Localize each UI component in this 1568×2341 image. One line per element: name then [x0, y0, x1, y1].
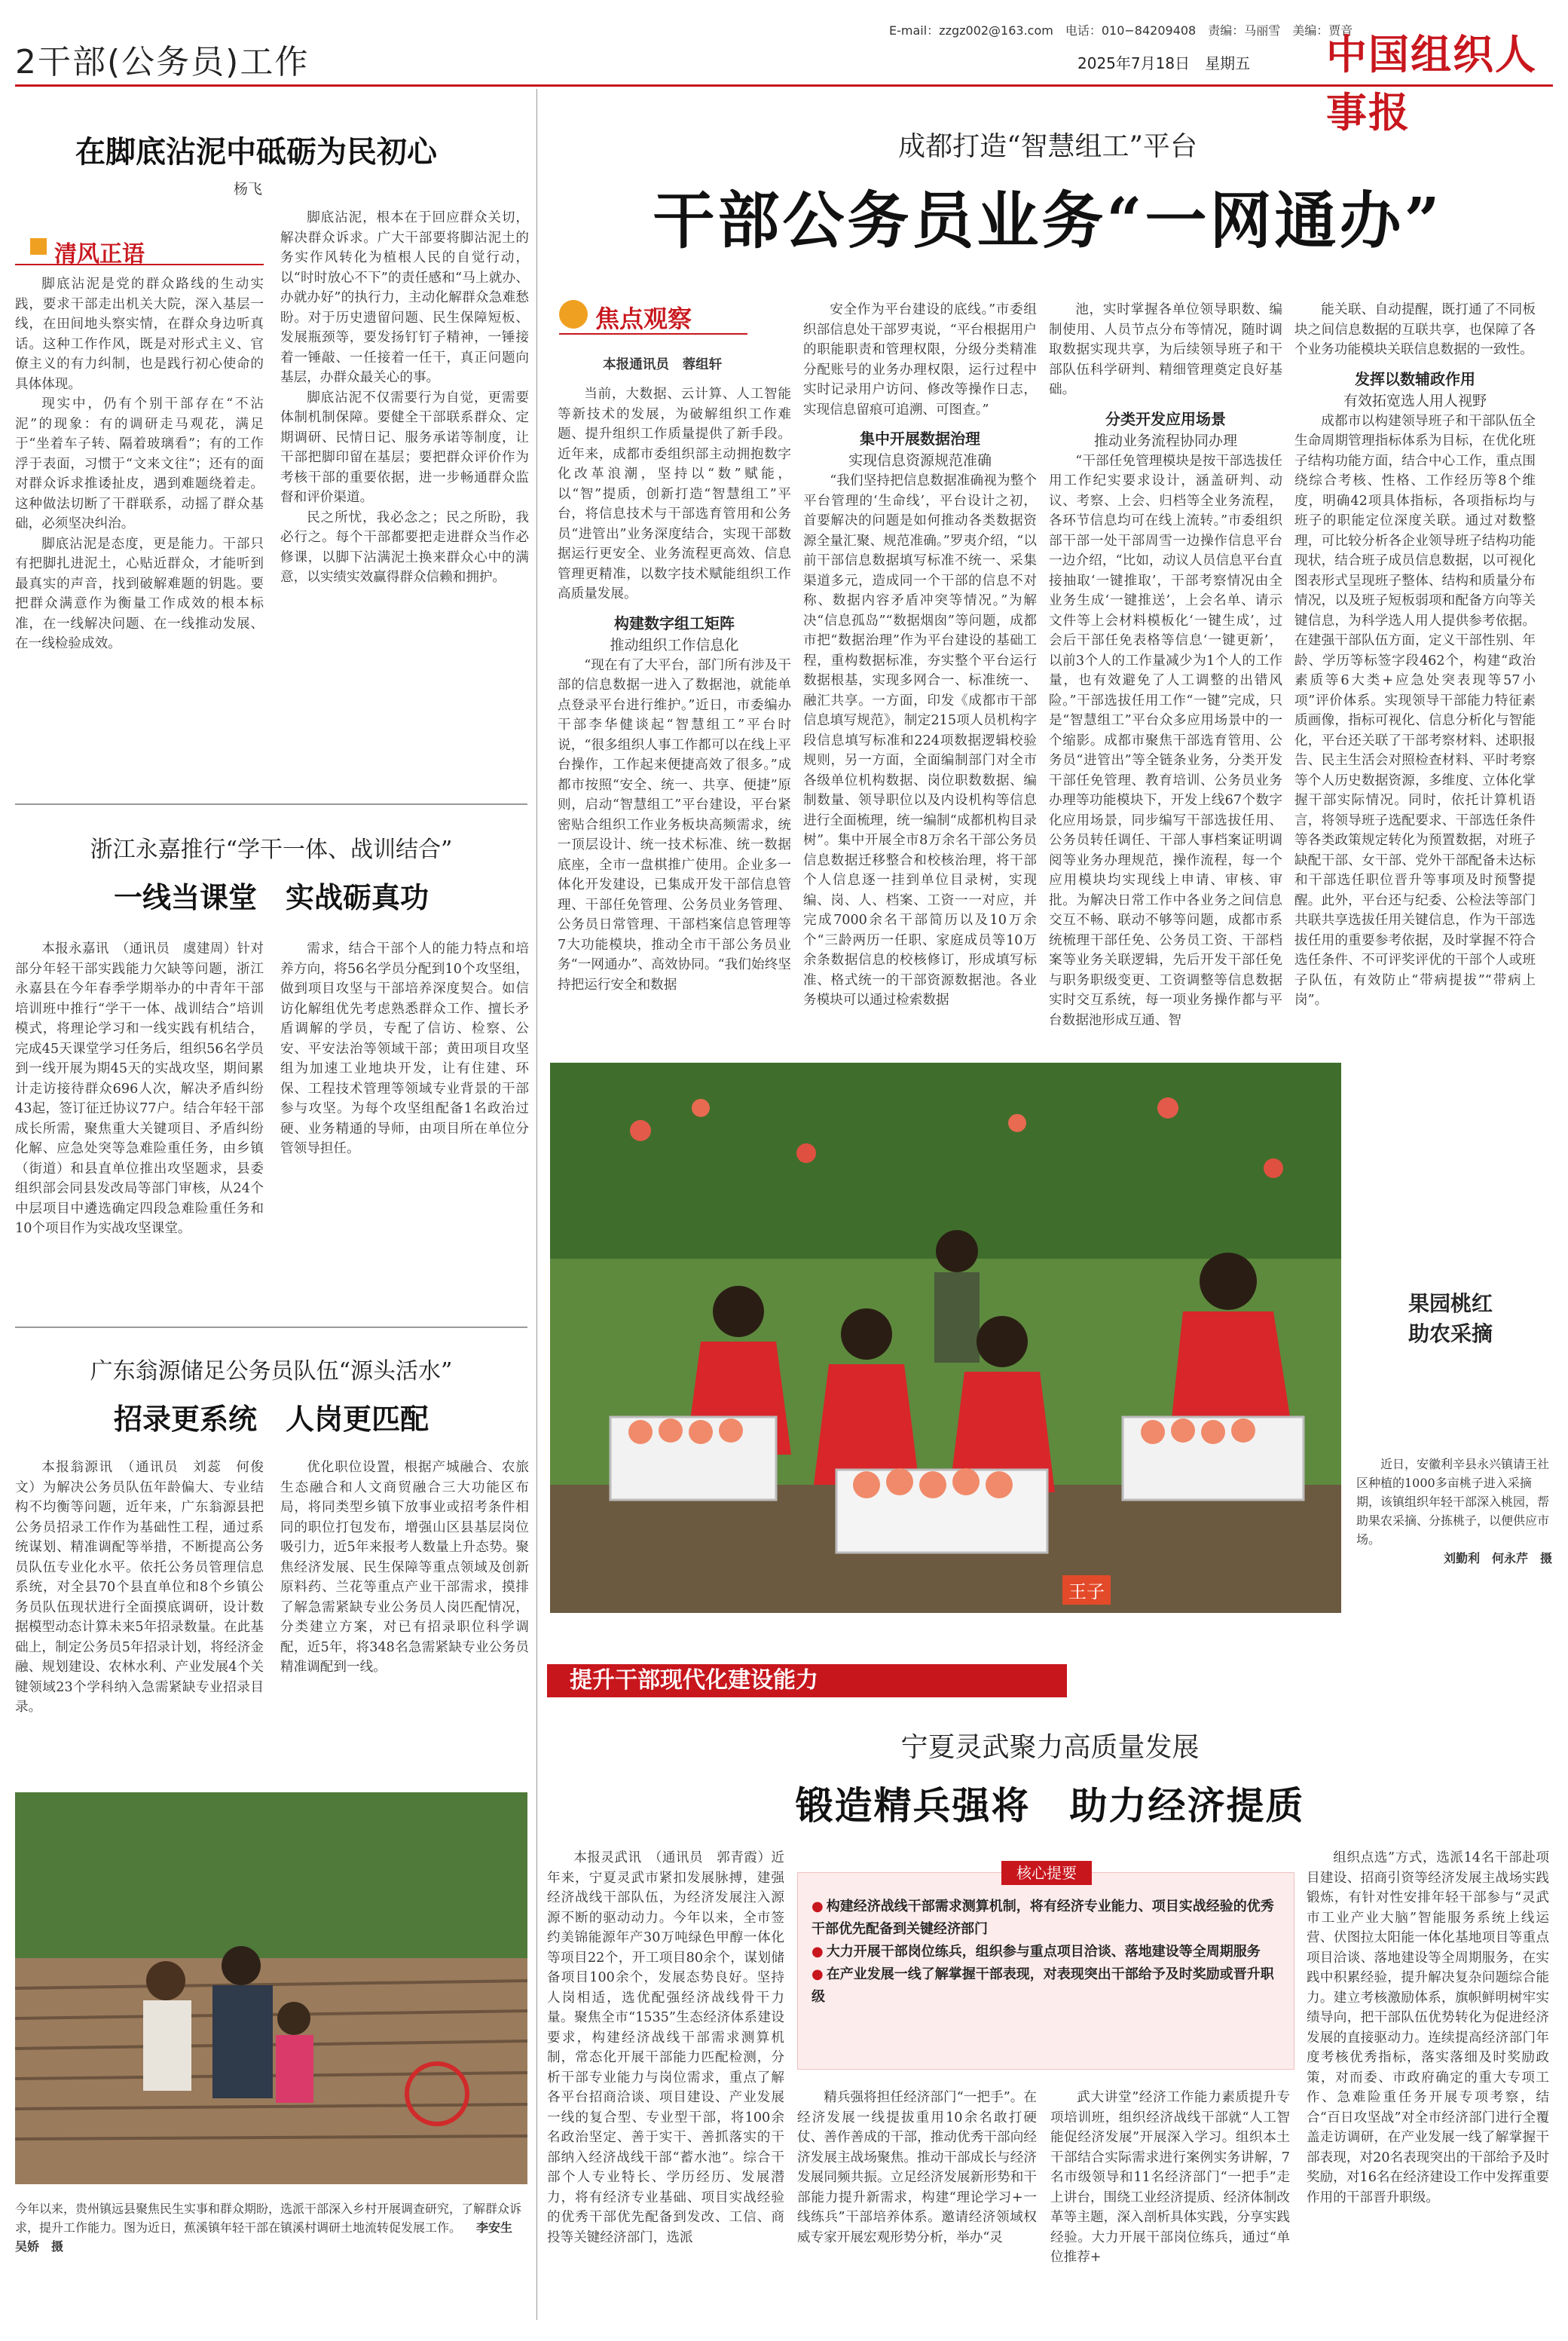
paragraph: 组织点选”方式，选派14名干部赴项目建设、招商引资等经济发展主战场实践锻炼，有针对性安排年轻干部参与“灵武市工业产业大脑”智能服务系统上线运营、伏图拉太阳能一体化基地项目等重点项目洽谈、落地建设等全周期服务，在实践中积累经验，提升解决复杂问题综合能力。建立考核激励体系，旗帜鲜明树牢实绩导向，把干部队伍优势转化为促进经济发展的直接驱动力。连续提高经济部门年度考核优秀指标，落实落细及时奖励政策，对而委、市政府确定的重大专项工作、急难险重任务开展专项考察，结合“百日攻坚战”对全市经济部门进行全覆盖走访调研，在产业发展一线了解掌握干部表现，对20名表现突出的干部给予及时奖励，对16名在经济建设工作中发挥重要作用的干部晋升职级。 — [1307, 1850, 1549, 2205]
section-subtitle: 实现信息资源规范准确 — [848, 452, 992, 469]
section-subtitle: 推动组织工作信息化 — [610, 636, 739, 653]
lingwu-article — [547, 1620, 1553, 2336]
column-badge — [559, 297, 747, 335]
lingwu-col-4 — [1307, 1848, 1549, 2330]
key-point: ● 大力开展干部岗位练兵，组织参与重点项目洽谈、落地建设等全周期服务 — [812, 1941, 1280, 1963]
lingwu-col-2 — [797, 2088, 1037, 2329]
paragraph: 本报灵武讯 （通讯员 郭青霞）近年来，宁夏灵武市紧扣发展脉搏，建强经济战线干部队伍，为经济发展注入源源不断的驱动动力。今年以来，全市签约美锦能源年产30万吨绿色甲醇一体化等项目22个，开工项目80余个，谋划储备项目100余个，发展态势良好。坚持人岗相适，选优配强经济战线骨干力量。聚焦全市“1535”生态经济体系建设要求，构建经济战线干部需求测算机制，常态化开展干部能力匹配检测，分析干部专业能力与岗位需求，重点了解各平台招商洽谈、项目建设、产业发展一线的复合型、专业型干部，将100余名政治坚定、善于实干、善抓落实的干部纳入经济战线干部“蓄水池”。综合干部个人专业特长、学历经历、发展潜力，将有经济专业基础、项目实战经验的优秀干部优先配备到发改、工信、商投等关键经济部门，选派 — [547, 1850, 784, 2245]
column-divider — [536, 89, 537, 2320]
peach-photo-title — [1349, 1289, 1552, 1349]
section-subtitle: 有效拓宽选人用人视野 — [1343, 392, 1487, 409]
photo-illustration — [15, 1792, 527, 2184]
chengdu-col-4 — [1294, 300, 1536, 1063]
column-logo-icon — [30, 238, 47, 255]
chengdu-col-1 — [558, 384, 791, 1063]
yongjia-kicker: 浙江永嘉推行“学干一体、战训结合” — [90, 837, 453, 863]
yongjia-title: 一线当课堂 实战砺真功 — [113, 880, 429, 914]
chengdu-col-3 — [1049, 300, 1282, 1063]
section-title: 分类开发应用场景 — [1105, 409, 1226, 428]
yongjia-col-2 — [280, 939, 529, 1316]
page-header — [0, 0, 1568, 136]
focus-icon — [559, 300, 588, 329]
paragraph: 优化职位设置，根据产城融合、农旅生态融合和人文商贸融合三大功能区布局，将同类型乡镇下放事业或招考条件相同的职位打包发布，增强山区县基层岗位吸引力，近5年来报考人数量上升态势。聚焦经济发展、民生保障等重点领域及创新原料药、兰花等重点产业干部需求，摸排了解急需紧缺专业公务员人岗匹配情况，分类建立方案，对已有招录职位科学调配，近5年，将348名急需紧缺专业公务员精准调配到一线。 — [280, 1460, 529, 1675]
paragraph: 武大讲堂”经济工作能力素质提升专项培训班，组织经济战线干部就“人工智能促经济发展”开展深入学习。组织本土干部结合实际需求进行案例实务讲解，7名市级领导和11名经济部门“一把手”走上讲台，围绕工业经济提质、经济体制改革等主题，深入剖析具体实践，分享实践经验。大力开展干部岗位练兵，通过“单位推荐+ — [1050, 2090, 1290, 2265]
paragraph: 脚底沾泥是态度，更是能力。干部只有把脚扎进泥土，心贴近群众，才能听到最真实的声音，找到破解难题的钥匙。要把群众满意作为衡量工作成效的根本标准，在一线解决问题、在一线推动发展、在一线检验成效。 — [15, 536, 264, 651]
opinion-col-2 — [280, 208, 529, 715]
wengyuan-article — [15, 1334, 533, 1756]
wengyuan-kicker: 广东翁源储足公务员队伍“源头活水” — [90, 1358, 453, 1385]
lingwu-col-1 — [547, 1848, 784, 2330]
guizhou-photo — [15, 1792, 527, 2184]
column-name: 清风正语 — [54, 241, 145, 268]
section-title: 集中开展数据治理 — [860, 430, 980, 448]
section-subtitle: 推动业务流程协同办理 — [1093, 432, 1237, 449]
box-label: 王子 — [1062, 1575, 1111, 1605]
opinion-col-1 — [15, 274, 264, 681]
lingwu-title: 锻造精兵强将 助力经济提质 — [795, 1783, 1305, 1828]
page-section-label: 2干部(公务员)工作 — [15, 43, 310, 81]
wengyuan-col-2 — [280, 1458, 529, 1744]
caption-text: 今年以来，贵州镇远县聚焦民生实事和群众期盼，选派干部深入乡村开展调查研究，了解群众诉求，提升工作能力。图为近日，蕉溪镇年轻干部在镇溪村调研土地流转促发展工作。 — [15, 2202, 522, 2235]
guizhou-photo-caption — [15, 2199, 527, 2256]
paragraph: 脚底沾泥，根本在于回应群众关切，解决群众诉求。广大干部要将脚沾泥土的务实作风转化为植根人民的自觉行动，以“时时放心不下”的责任感和“马上就办、办就办好”的执行力，主动化解群众急难愁盼。对于历史遗留问题、民生保障短板、发展瓶颈等，要发扬钉钉子精神，一锤接着一锤敲、一任接着一任干，真正问题向基层，办群众最关心的事。 — [280, 210, 529, 385]
key-points-title: 核心提要 — [1001, 1861, 1092, 1885]
column-badge — [15, 232, 264, 268]
key-points-list — [812, 1896, 1280, 2009]
chengdu-title: 干部公务员业务“一网通办” — [653, 185, 1443, 257]
column-name: 焦点观察 — [595, 304, 692, 333]
newspaper-masthead: 中国组织人事报 — [1326, 30, 1537, 136]
issue-date: 2025年7月18日 星期五 — [1077, 54, 1251, 72]
opinion-article — [15, 89, 533, 782]
paragraph: “我们坚持把信息数据准确视为整个平台管理的‘生命线’，平台设计之初，首要解决的问题是如何推动各类数据资源全量汇聚、规范准确。”罗夷介绍，“以前干部信息数据填写标准不统一、采集渠道多元，造成同一个干部的信息不对称、数据内容矛盾冲突等情况。”为解决“信息孤岛”“数据烟囱”等问题，成都市把“数据治理”作为平台建设的基础工程，重构数据标准，夯实整个平台运行数据根基，实现多网合一、标准统一、融汇共享。一方面，印发《成都市干部信息填写规范》，制定215项人员机构字段信息填写标准和224项数据逻辑校验规则，另一方面，全面编制部门对全市各级单位机构数据、岗位职数数据、编制数量、领导职位以及内设机构等信息进行全面梳理，统一编制“成都机构目录树”。集中开展全市8万余名干部公务员信息数据迁移整合和校核治理，将干部个人信息逐一挂到单位目录树，实现编、岗、人、档案、工资一一对应，并完成7000余名干部简历以及10万余个“三龄两历一任职、家庭成员等10万余条数据信息的校核修订，形成填写标准、格式统一的干部资源数据池。各业务模块可以通过检索数据 — [803, 473, 1037, 1008]
opinion-author: 杨飞 — [234, 181, 263, 197]
paragraph: 需求，结合干部个人的能力特点和培养方向，将56名学员分配到10个攻坚组，做到项目攻坚与干部培养深度契合。如信访化解组优先考虑熟悉群众工作、擅长矛盾调解的学员，专配了信访、检察、公安、平安法治等领域干部；黄田项目攻坚组为加速工业地块开发，让有住建、环保、工程技术管理等领域专业背景的干部参与攻坚。为每个攻坚组配备1名政治过硬、业务精通的导师，由项目所在单位分管领导担任。 — [280, 941, 529, 1156]
key-point: ● 构建经济战线干部需求测算机制，将有经济专业能力、项目实战经验的优秀干部优先配备到关键经济部门 — [812, 1896, 1280, 1941]
caption-text: 近日，安徽利辛县永兴镇请王社区种植的1000多亩桃子进入采摘期，该镇组织年轻干部深入桃园，帮助果农采摘、分拣桃子，以便供应市场。 — [1356, 1457, 1550, 1547]
header-rule — [15, 84, 1553, 87]
wengyuan-col-1 — [15, 1458, 264, 1744]
paragraph: 民之所忧，我必念之；民之所盼，我必行之。每个干部都要把走进群众当作必修课，以脚下沾满泥土换来群众心中的满意，以实绩实效赢得群众信赖和拥护。 — [280, 510, 529, 585]
section-title: 构建数字组工矩阵 — [614, 614, 735, 632]
photo-title-line: 助农采摘 — [1408, 1321, 1493, 1346]
paragraph: 脚底沾泥不仅需要行为自觉，更需要体制机制保障。要健全干部联系群众、定期调研、民情日记、服务承诺等制度，让干部把脚印留在基层；要把群众评价作为考核干部的重要依据，进一步畅通群众监督和评价渠道。 — [280, 390, 529, 505]
chengdu-byline: 本报通讯员 蓉组轩 — [603, 357, 723, 372]
paragraph: 池，实时掌握各单位领导职数、编制使用、人员节点分布等情况，随时调取数据实现共享，为后续领导班子和干部队伍科学研判、精细管理奠定良好基础。 — [1049, 302, 1282, 397]
paragraph: 当前，大数据、云计算、人工智能等新技术的发展，为破解组织工作难题、提升组织工作质量提供了新手段。近年来，成都市委组织部主动拥抱数字化改革浪潮，坚持以“数”赋能，以“智”提质，创新打造“智慧组工”平台，将信息技术与干部选育管用和公务员“进管出”业务深度结合，实现干部数据运行更安全、业务流程更高效、信息管理更精准，以数字技术赋能组织工作高质量发展。 — [558, 387, 791, 601]
divider — [15, 1327, 527, 1328]
section-title: 发挥以数辅政作用 — [1355, 369, 1475, 388]
section-tag: 提升干部现代化建设能力 — [547, 1664, 1067, 1697]
yongjia-article — [15, 812, 533, 1333]
chengdu-kicker: 成都打造“智慧组工”平台 — [898, 131, 1197, 162]
divider — [15, 803, 527, 805]
contact-info: E-mail：zzgz002@163.com 电话：010−84209408 责编：马丽雪 美编：贾音 — [889, 23, 1353, 38]
paragraph: 脚底沾泥是党的群众路线的生动实践，要求干部走出机关大院，深入基层一线，在田间地头察实情，在群众身边听真话。这种工作作风，既是对形式主义、官僚主义的有力纠制，也是践行初心使命的具体体现。 — [15, 277, 264, 392]
photo-illustration — [550, 1063, 1341, 1613]
lingwu-kicker: 宁夏灵武聚力高质量发展 — [900, 1732, 1200, 1763]
chengdu-article — [543, 89, 1553, 1084]
photo-credit: 李安生 吴娇 摄 — [15, 2220, 525, 2254]
peach-photo-caption — [1356, 1455, 1552, 1568]
chengdu-col-2 — [803, 300, 1037, 1063]
paragraph: “干部任免管理模块是按干部选拔任用工作纪实要求设计，涵盖研判、动议、考察、上会、归档等全业务流程，各环节信息均可在线上流转。”市委组织部干部一处干部周雪一边操作信息平台一边介绍，“比如，动议人员信息平台直接抽取‘一键推取’，干部考察情况由全业务生成‘一键推送’，上会名单、请示文件等上会材料模板化‘一键生成’，过会后干部任免表格等信息‘一键更新’，以前3个人的工作量减少为1个人的工作量，也有效避免了人工调整的出错风险。”干部选拔任用工作“一键”完成，只是“智慧组工”平台众多应用场景中的一个缩影。成都市聚焦干部选育管用、公务员“进管出”等全链条业务，分类开发干部任免管理、教育培训、公务员业务办理等功能模块下，开发上线67个数字化应用场景，同步编写干部选拔任用、公务员转任调任、干部人事档案证明调阅等业务办理规范，操作流程，每一个应用模块均实现线上申请、审核、审批。为解决日常工作中各业务之间信息交互不畅、联动不够等问题，成都市系统梳理干部任免、公务员工资、干部档案等业务关联逻辑，先后开发干部任免与职务职级变更、工资调整等信息数据实时交互系统，每一项业务操作都与平台数据池形成互通、智 — [1049, 453, 1282, 1028]
paragraph: 本报翁源讯 （通讯员 刘蕊 何俊文）为解决公务员队伍年龄偏大、专业结构不均衡等问题，近年来，广东翁源县把公务员招录工作作为基础性工程，通过系统谋划、精准调配等举措，不断提高公务员队伍专业化水平。依托公务员管理信息系统，对全县70个县直单位和8个乡镇公务员队伍现状进行全面摸底调研，设计数据模型动态计算未来5年招录数量。在此基础上，制定公务员5年招录计划，将经济金融、规划建设、农林水利、产业发展4个关键领域23个学科纳入急需紧缺专业招录目录。 — [15, 1460, 264, 1715]
paragraph: 能关联、自动提醒，既打通了不同板块之间信息数据的互联共享，也保障了各个业务功能模块关联信息数据的一致性。 — [1294, 302, 1536, 357]
wengyuan-title: 招录更系统 人岗更匹配 — [113, 1402, 429, 1436]
paragraph: 安全作为平台建设的底线。”市委组织部信息处干部罗夷说，“平台根据用户的职能职责和管理权限，分级分类精准分配账号的业务办理权限，运行过程中实时记录用户访问、修改等操作日志，实现信息留痕可追溯、可图查。” — [803, 302, 1037, 418]
paragraph: “现在有了大平台，部门所有涉及干部的信息数据一进入了数据池，就能单点登录平台进行维护。”近日，市委编办干部李华健谈起“智慧组工”平台时说，“很多组织人事工作都可以在线上平台操作，工作起来便捷高效了很多。”成都市按照“安全、统一、共享、便捷”原则，启动“智慧组工”平台建设，平台紧密贴合组织工作业务板块高频需求，统一顶层设计、统一技术标准、统一数据底座，全市一盘棋推广使用。企业多一体化开发建设，已集成开发干部信息管理、干部任免管理、公务员业务管理、公务员日常管理、干部档案信息管理等7大功能模块，推动全市干部公务员业务“一网通办”、高效协同。“我们始终坚持把运行安全和数据 — [558, 657, 791, 993]
paragraph: 本报永嘉讯 （通讯员 虞建周）针对部分年轻干部实践能力欠缺等问题，浙江永嘉县在今年春季学期举办的中青年干部培训班中推行“学干一体、战训结合”培训模式，将理论学习和一线实践有机结合，完成45天课堂学习任务后，组织56名学员到一线开展为期45天的实战攻坚，期间累计走访接待群众696人次，解决矛盾纠纷43起，签订征迁协议77户。结合年轻干部成长所需，聚焦重大关键项目、矛盾纠纷化解、应急处突等急难险重任务，由乡镇（街道）和县直单位推出攻坚题求，县委组织部会同县发改局等部门审核，从24个中层项目中遴选确定四段急难险重任务和10个项目作为实战攻坚课堂。 — [15, 941, 264, 1236]
paragraph: 现实中，仍有个别干部存在“不沾泥”的现象：有的调研走马观花，满足于“坐着车子转、隔着玻璃看”；有的工作浮于表面，习惯于“文来文往”；还有的面对群众诉求推诿扯皮，遇到难题绕着走。这种做法切断了干群联系，动摇了群众基础，必须坚决纠治。 — [15, 396, 264, 531]
photo-title-line: 果园桃红 — [1408, 1291, 1493, 1316]
photo-credit: 刘勤利 何永芹 摄 — [1443, 1551, 1552, 1565]
paragraph: 精兵强将担任经济部门“一把手”。在经济发展一线提拔重用10余名敢打硬仗、善作善成的干部，推动优秀干部向经济发展主战场聚焦。推动干部成长与经济发展同频共振。立足经济发展新形势和干部能力提升新需求，构建“理论学习+一线练兵”干部培养体系。邀请经济领域权威专家开展宏观形势分析，举办“灵 — [797, 2090, 1037, 2245]
yongjia-col-1 — [15, 939, 264, 1316]
opinion-title: 在脚底沾泥中砥砺为民初心 — [75, 134, 437, 170]
peach-harvest-photo — [550, 1063, 1341, 1613]
paragraph: 成都市以构建领导班子和干部队伍全生命周期管理指标体系为目标，在优化班子结构功能方面，结合中心工作，重点围绕综合考核、性格、工作经历等8个维度，明确42项具体指标，各项指标均与班子的职能定位深度关联。通过对数整理，可比较分析各企业领导班子结构功能现状，结合班子成员信息数据，以可视化图表形式呈现班子整体、结构和质量分布情况，以及班子短板弱项和配备方向等关键信息，为科学选人用人提供参考依据。在建强干部队伍方面，定义干部性别、年龄、学历等标签字段462个，构建“政治素质等6大类+应急处突表现等57小项”评价体系。实现领导干部能力特征素质画像，指标可视化、信息分析化与智能化，平台还关联了干部考察材料、述职报告、民主生活会对照检查材料、平时考察等个人历史数据资源，多维度、立体化掌握干部实际情况。同时，依托计算机语言，将领导班子选配要求、干部选任条件等各类政策规定转化为预置数据，对班子缺配干部、女干部、党外干部配备未达标和干部选任职位晋升等事项及时预警提醒。此外，平台还与纪委、公检法等部门共联共享选拔任用关键信息，作为干部选拔任用的重要参考依据，及时掌握不符合选任条件、不可评奖评优的干部个人或班子队伍，有效防止“带病提拔”“带病上岗”。 — [1294, 413, 1536, 1008]
key-point: ● 在产业发展一线了解掌握干部表现，对表现突出干部给予及时奖励或晋升职级 — [812, 1963, 1280, 2009]
key-points-box — [797, 1864, 1294, 2070]
lingwu-col-3 — [1050, 2088, 1290, 2329]
